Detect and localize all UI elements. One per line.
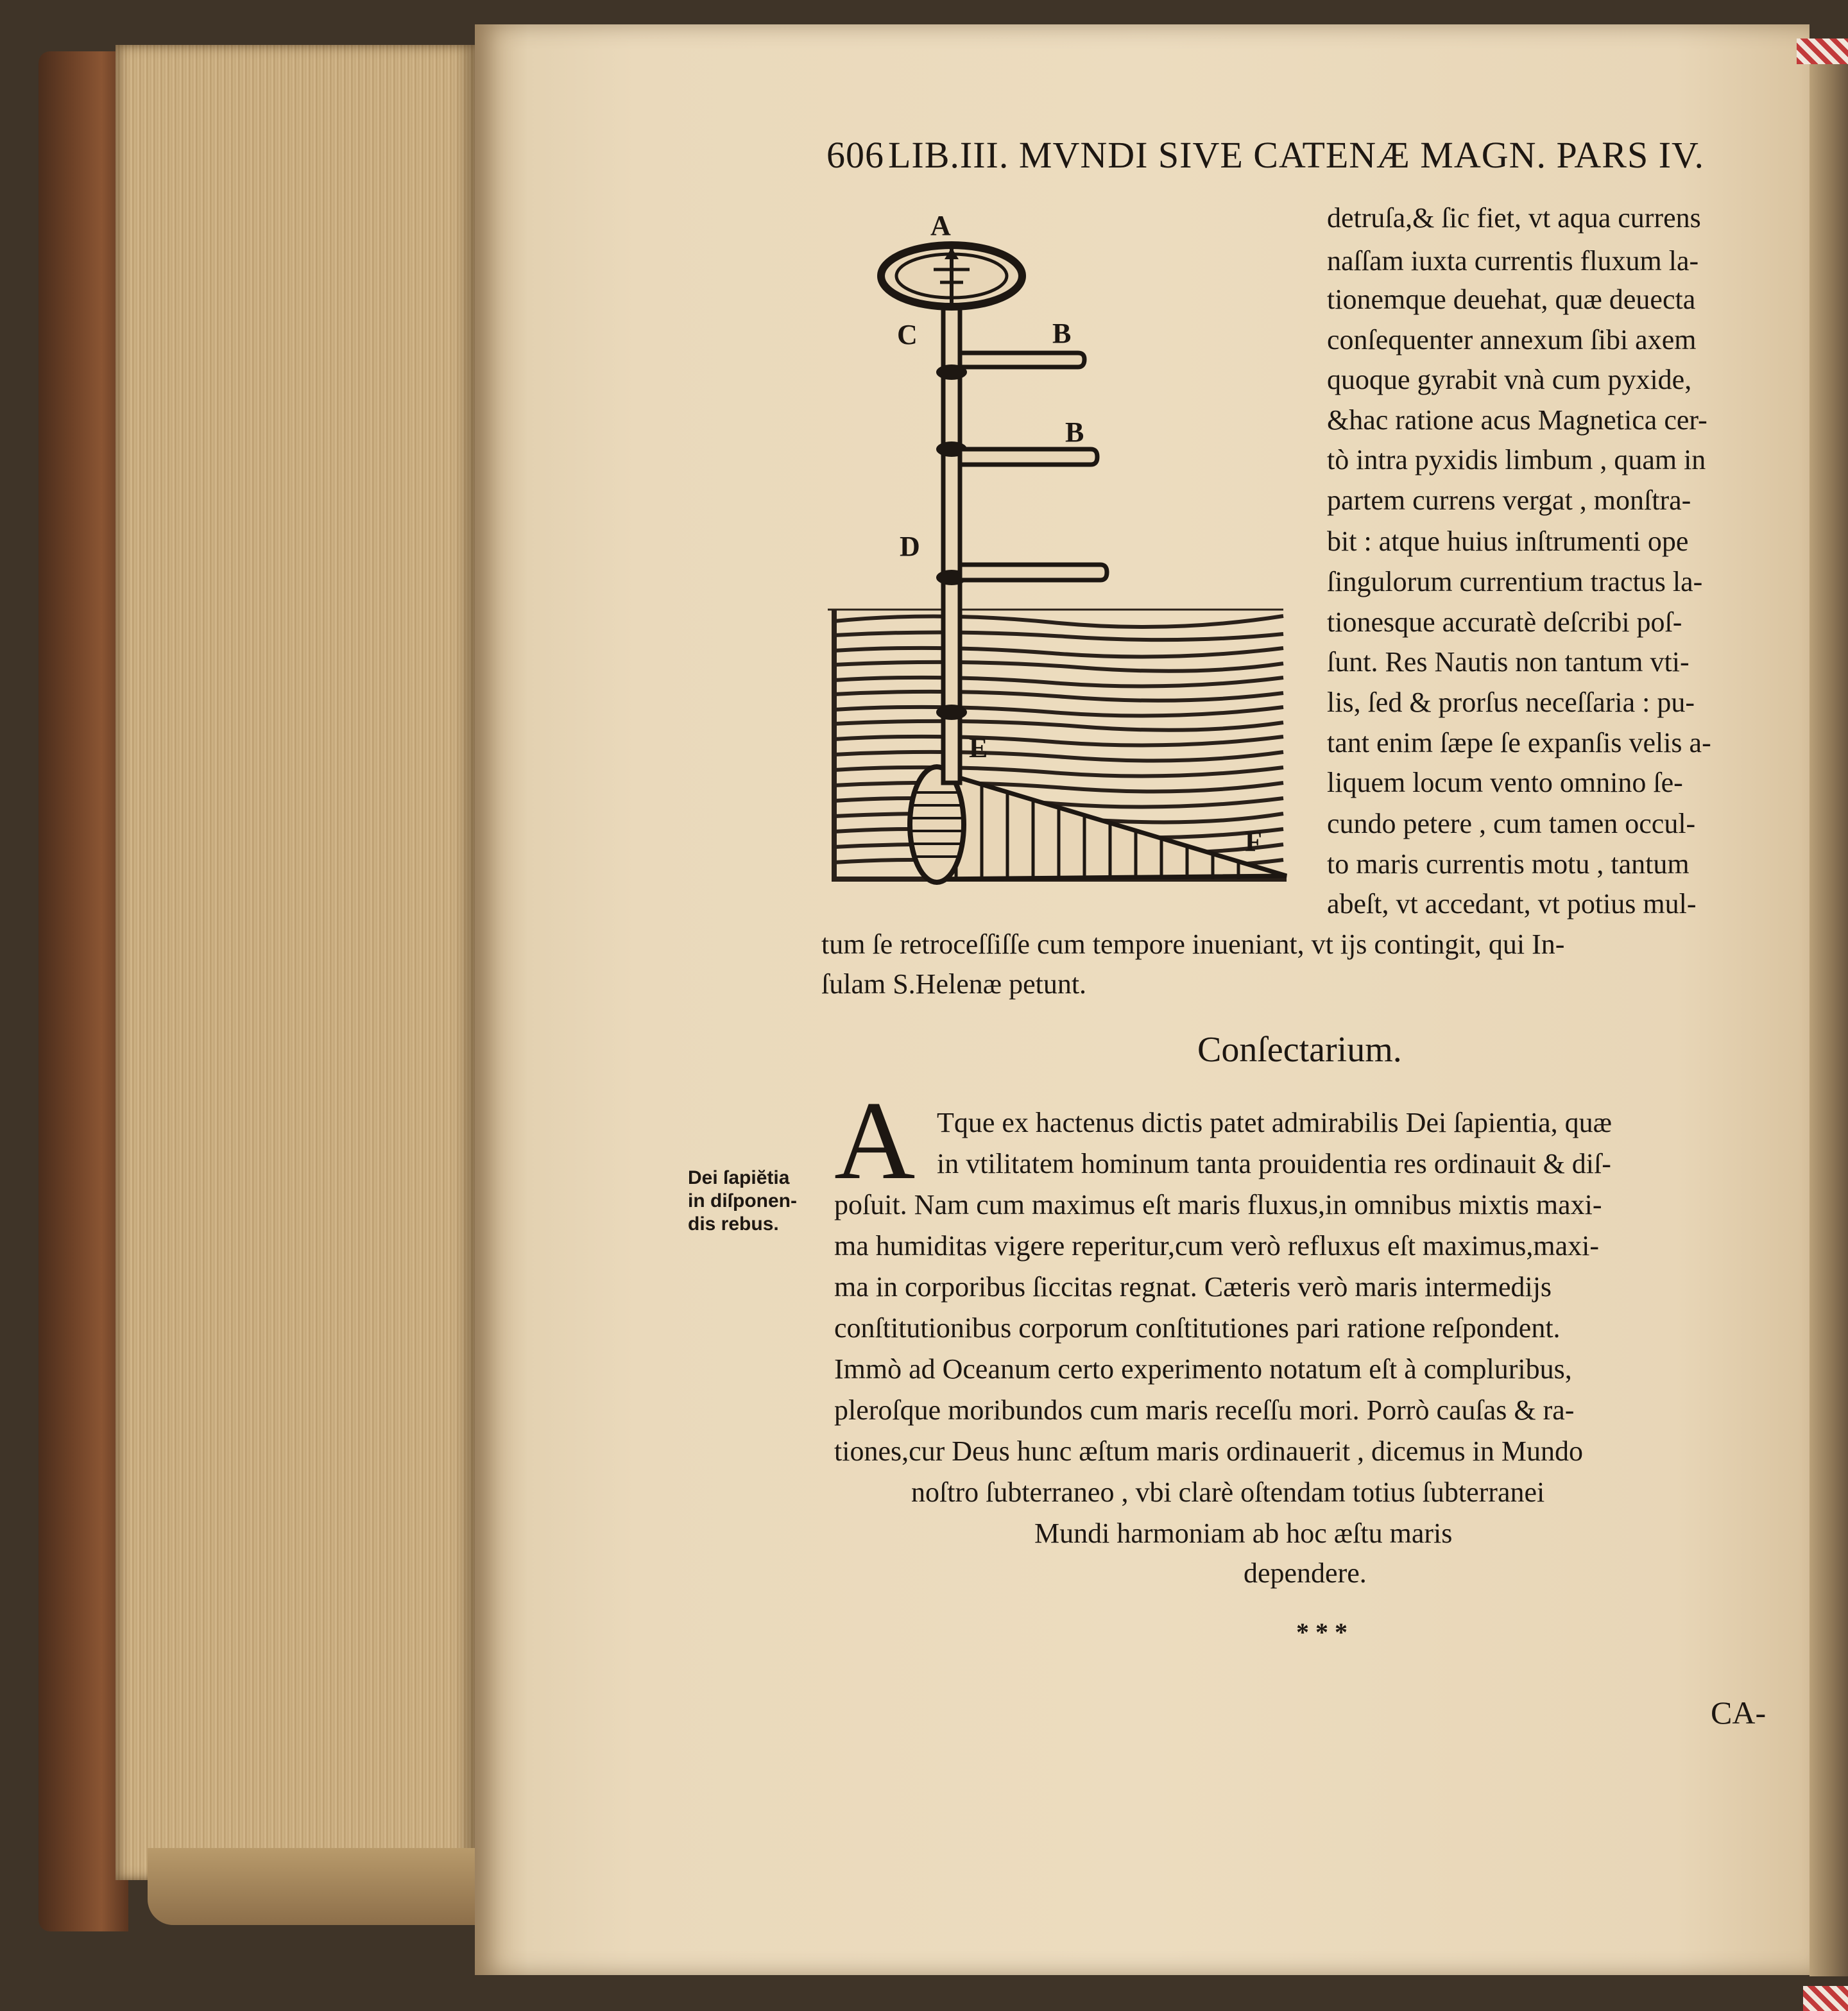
- paragraph-line: ma in corporibus ſiccitas regnat. Cæteris verò maris intermedijs: [834, 1271, 1552, 1303]
- vertical-axis: [936, 308, 967, 783]
- paragraph-line: Immò ad Oceanum certo experimento notatum eſt à compluribus,: [834, 1353, 1572, 1385]
- text-line: partem currens vergat , monſtra-: [1327, 484, 1691, 516]
- paragraph-line: poſuit. Nam cum maximus eſt maris fluxus,in omnibus mixtis maxi-: [834, 1189, 1602, 1220]
- paragraph-line: in vtilitatem hominum tanta prouidentia res ordinauit & diſ-: [937, 1148, 1611, 1179]
- text-line: bit : atque huius inſtrumenti ope: [1327, 526, 1689, 557]
- text-line: liquem locum vento omnino ſe-: [1327, 767, 1683, 798]
- text-line: ſingulorum currentium tractus la-: [1327, 566, 1703, 597]
- compass-box: [881, 245, 1022, 308]
- paragraph-line: Tque ex hactenus dictis patet admirabilis Dei ſapientia, quæ: [937, 1107, 1613, 1138]
- page-block-edges: [116, 45, 475, 1880]
- margin-note: [688, 1167, 797, 1236]
- paragraph-line-tapered: dependere.: [1244, 1557, 1367, 1589]
- figure-label-e: E: [969, 732, 988, 764]
- text-line: to maris currentis motu , tantum: [1327, 848, 1690, 880]
- woodcut-current-meter-figure: [809, 205, 1296, 898]
- text-line-full: tum ſe retroceſſiſſe cum tempore inueniant, vt ijs contingit, qui In-: [821, 928, 1565, 960]
- margin-note-line: in diſponen-: [688, 1190, 797, 1211]
- text-line: naſſam iuxta currentis fluxum la-: [1327, 245, 1699, 277]
- text-line: tionemque deuehat, quæ deuecta: [1327, 284, 1696, 315]
- paragraph-line: ma humiditas vigere reperitur,cum verò refluxus eſt maximus,maxi-: [834, 1230, 1599, 1262]
- figure-label-a: A: [930, 210, 951, 241]
- paragraph-line-tapered: Mundi harmoniam ab hoc æſtu maris: [1034, 1518, 1453, 1549]
- figure-label-b-lower: B: [1065, 416, 1084, 448]
- text-line: quoque gyrabit vnà cum pyxide,: [1327, 364, 1692, 395]
- margin-note-line: dis rebus.: [688, 1213, 779, 1235]
- paragraph-line: conſtitutionibus corporum conſtitutiones pari ratione reſpondent.: [834, 1312, 1561, 1344]
- conical-net: [910, 767, 1287, 882]
- section-heading: Conſectarium.: [1197, 1030, 1402, 1070]
- text-line: &hac ratione acus Magnetica cer-: [1327, 404, 1707, 436]
- text-line: cundo petere , cum tamen occul-: [1327, 808, 1696, 839]
- text-line: detruſa,& ſic fiet, vt aqua currens: [1327, 202, 1701, 234]
- page-block-bottom: [148, 1848, 481, 1925]
- figure-label-b-upper: B: [1052, 318, 1072, 349]
- bookmark-ribbon-top: [1797, 39, 1848, 64]
- drop-cap: A: [834, 1078, 916, 1202]
- asterism-ornament: * * *: [1296, 1618, 1348, 1647]
- paragraph-line: tiones,cur Deus hunc æſtum maris ordinauerit , dicemus in Mundo: [834, 1435, 1584, 1467]
- paragraph-line-tapered: noſtro ſubterraneo , vbi clarè oſtendam totius ſubterranei: [911, 1476, 1545, 1508]
- text-line: tant enim ſæpe ſe expanſis velis a-: [1327, 727, 1711, 758]
- text-line: tò intra pyxidis limbum , quam in: [1327, 444, 1706, 475]
- text-line-full: ſulam S.Helenæ petunt.: [821, 968, 1087, 1000]
- book-cover-right: [1810, 45, 1848, 1976]
- catchword: CA-: [1711, 1695, 1767, 1731]
- figure-label-c: C: [897, 319, 918, 350]
- text-line: lis, ſed & prorſus neceſſaria : pu-: [1327, 687, 1695, 718]
- text-line: conſequenter annexum ſibi axem: [1327, 324, 1697, 355]
- text-line: abeſt, vt accedant, vt potius mul-: [1327, 888, 1697, 920]
- book-cover-left: [38, 51, 128, 1931]
- figure-label-f: F: [1245, 826, 1262, 857]
- bookmark-ribbon-bottom: [1803, 1986, 1848, 2011]
- margin-note-line: Dei ſapiĕtia: [688, 1167, 790, 1188]
- figure-label-d: D: [900, 531, 920, 562]
- page-number: 606: [826, 134, 884, 176]
- paragraph-line: pleroſque moribundos cum maris receſſu mori. Porrò cauſas & ra-: [834, 1394, 1575, 1426]
- text-line: tionesque accuratè deſcribi poſ-: [1327, 606, 1682, 638]
- text-line: ſunt. Res Nautis non tantum vti-: [1327, 646, 1690, 678]
- running-title: LIB.III. MVNDI SIVE CATENÆ MAGN. PARS IV.: [888, 134, 1704, 176]
- cross-arms: [960, 353, 1107, 580]
